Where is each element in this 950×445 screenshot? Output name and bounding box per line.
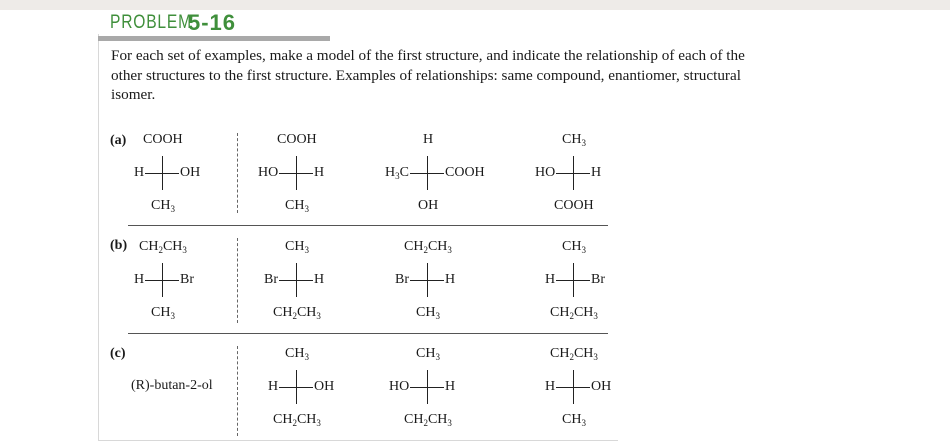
set-b-structure-3-bottom-group: $CH_3$ (416, 305, 440, 321)
set-c-structure-3-top-group: $CH_3$ (416, 346, 440, 362)
set-c-structure-3-right-group: H (445, 379, 456, 394)
set-a-structure-3-bottom-group: OH (418, 198, 439, 213)
set-a-structure-3-right-group: COOH (445, 165, 485, 180)
problem-heading (110, 10, 237, 36)
heading-rule (98, 36, 330, 41)
set-b-structure-3-right-group: H (445, 272, 456, 287)
divider-b (237, 238, 238, 323)
set-b-structure-4-v-bond (573, 263, 574, 297)
set-a-structure-2-v-bond (296, 156, 297, 190)
set-a-structure-1-right-group: OH (180, 165, 201, 180)
set-b-structure-1-v-bond (162, 263, 163, 297)
top-band (0, 0, 950, 10)
set-a-structure-1-v-bond (162, 156, 163, 190)
set-c-structure-3-v-bond (427, 370, 428, 404)
set-b-structure-2-right-group: H (314, 272, 325, 287)
set-c-structure-4-left-group: H (545, 379, 556, 394)
set-c-structure-3-left-group: HO (389, 379, 410, 394)
set-a-structure-4-right-group: H (591, 165, 602, 180)
set-a-structure-3-top-group: H (423, 132, 434, 147)
frame-left-border (98, 34, 99, 440)
set-c-structure-4-top-group: $CH_2CH_3$ (550, 346, 598, 362)
set-b-structure-2-top-group: $CH_3$ (285, 239, 309, 255)
set-a-structure-1-left-group: H (134, 165, 145, 180)
compound-name-c: (R)-butan-2-ol (131, 378, 213, 393)
set-c-structure-2-v-bond (296, 370, 297, 404)
set-a-structure-1-bottom-group: $CH_3$ (151, 198, 175, 214)
set-b-structure-2-bottom-group: $CH_2CH_3$ (273, 305, 321, 321)
set-a-structure-1-top-group: COOH (143, 132, 183, 147)
set-b-structure-3-top-group: $CH_2CH_3$ (404, 239, 452, 255)
set-a-structure-3-v-bond (427, 156, 428, 190)
set-b-structure-1-bottom-group: $CH_3$ (151, 305, 175, 321)
set-a-structure-4-left-group: HO (535, 165, 556, 180)
intro-paragraph: For each set of examples, make a model of the first structure, and indicate the relationship of each of the other structures to the first structure. Examples of relationships: same compound, enantiomer, structural isomer. (111, 47, 745, 103)
set-b-structure-1-top-group: $CH_2CH_3$ (139, 239, 187, 255)
set-b-structure-1-left-group: H (134, 272, 145, 287)
set-b-structure-4-left-group: H (545, 272, 556, 287)
set-a-structure-4-v-bond (573, 156, 574, 190)
set-a-structure-3-left-group: $H_3C$ (385, 165, 409, 181)
set-a-structure-2-top-group: COOH (277, 132, 317, 147)
set-c-structure-4-bottom-group: $CH_3$ (562, 412, 586, 428)
set-c-structure-2-bottom-group: $CH_2CH_3$ (273, 412, 321, 428)
set-b-structure-3-v-bond (427, 263, 428, 297)
set-a-structure-4-top-group: $CH_3$ (562, 132, 586, 148)
set-c-structure-2-left-group: H (268, 379, 279, 394)
set-c-structure-4-right-group: OH (591, 379, 612, 394)
set-b-structure-1-right-group: Br (180, 272, 194, 287)
set-b-structure-4-right-group: Br (591, 272, 605, 287)
set-c-structure-4-v-bond (573, 370, 574, 404)
set-label-a: (a) (110, 133, 127, 148)
set-b-structure-4-top-group: $CH_3$ (562, 239, 586, 255)
set-a-structure-4-bottom-group: COOH (554, 198, 594, 213)
set-a-structure-2-right-group: H (314, 165, 325, 180)
divider-c (237, 346, 238, 436)
set-label-c: (c) (110, 346, 126, 361)
set-b-structure-3-left-group: Br (395, 272, 409, 287)
set-a-structure-2-left-group: HO (258, 165, 279, 180)
separator-b-c (128, 333, 608, 334)
set-c-structure-2-top-group: $CH_3$ (285, 346, 309, 362)
problem-word: PROBLEM (110, 12, 192, 33)
set-b-structure-4-bottom-group: $CH_2CH_3$ (550, 305, 598, 321)
frame-bottom-border (98, 440, 618, 441)
set-c-structure-3-bottom-group: $CH_2CH_3$ (404, 412, 452, 428)
divider-a (237, 133, 238, 213)
set-c-structure-2-right-group: OH (314, 379, 335, 394)
set-b-structure-2-left-group: Br (264, 272, 278, 287)
set-a-structure-2-bottom-group: $CH_3$ (285, 198, 309, 214)
separator-a-b (128, 225, 608, 226)
set-b-structure-2-v-bond (296, 263, 297, 297)
problem-number: 5-16 (188, 10, 237, 35)
set-label-b: (b) (110, 238, 128, 253)
